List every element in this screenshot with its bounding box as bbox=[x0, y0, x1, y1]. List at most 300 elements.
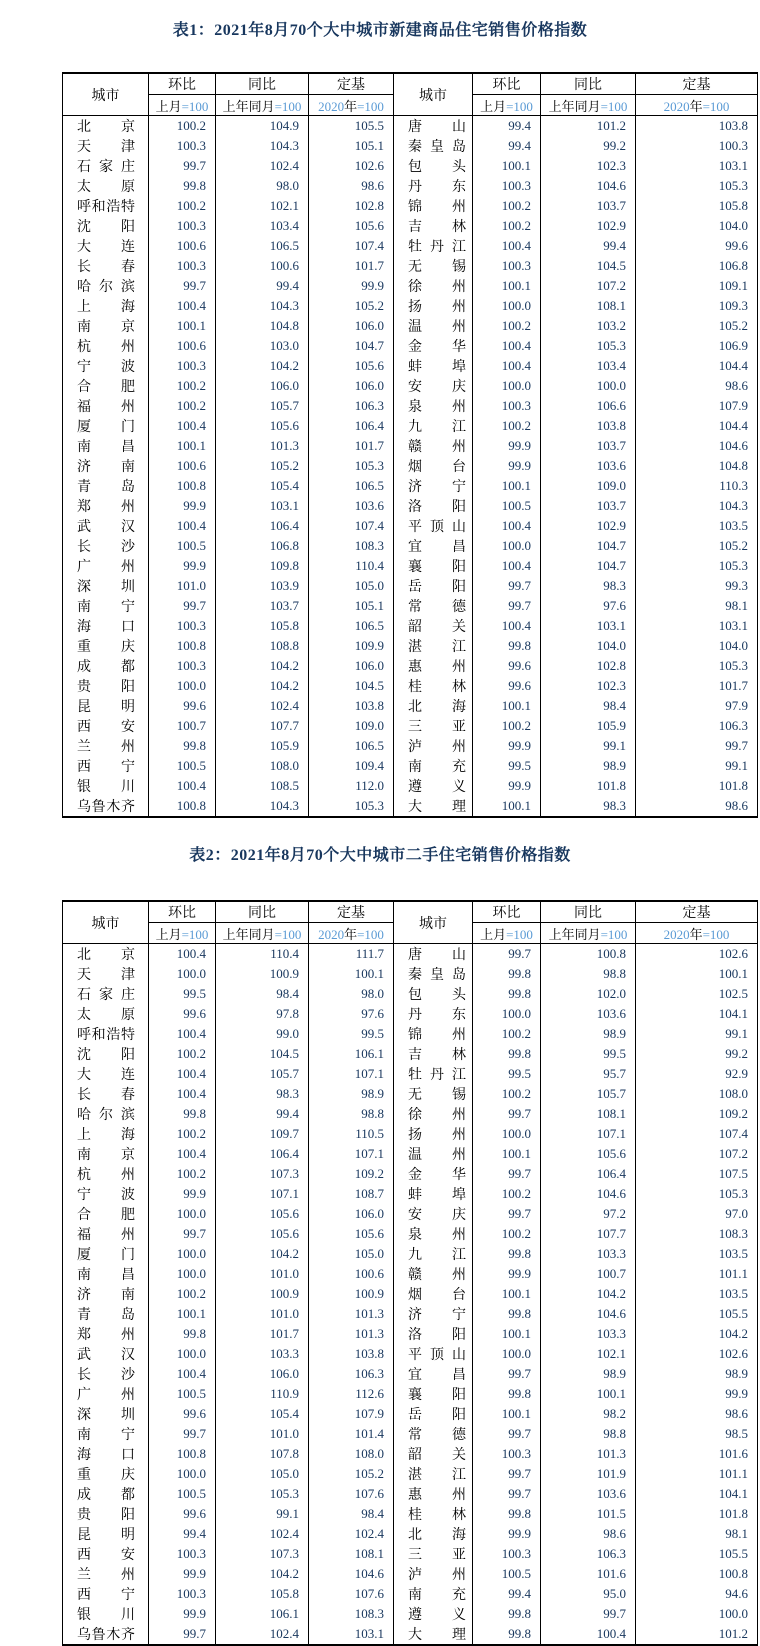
index-value-cell: 100.4 bbox=[149, 1064, 216, 1084]
index-value-cell: 99.0 bbox=[216, 1024, 309, 1044]
table-row bbox=[63, 1624, 758, 1645]
index-value-cell: 99.8 bbox=[473, 1384, 541, 1404]
index-value-cell: 100.1 bbox=[473, 696, 541, 716]
index-value-cell: 99.7 bbox=[473, 1104, 541, 1124]
index-value-cell: 107.1 bbox=[541, 1124, 636, 1144]
index-value-cell: 103.1 bbox=[541, 616, 636, 636]
index-value-cell: 105.2 bbox=[216, 456, 309, 476]
city-cell bbox=[63, 1244, 149, 1264]
index-value-cell: 105.5 bbox=[636, 1304, 758, 1324]
index-value-cell: 99.5 bbox=[541, 1044, 636, 1064]
city-name: 宁波 bbox=[77, 1188, 135, 1203]
city-cell bbox=[63, 1384, 149, 1404]
city-name: 杭州 bbox=[77, 1168, 135, 1183]
index-value-cell: 99.8 bbox=[473, 964, 541, 984]
city-name: 包头 bbox=[408, 988, 466, 1003]
index-value-cell: 99.7 bbox=[636, 736, 758, 756]
index-value-cell: 100.7 bbox=[149, 716, 216, 736]
index-value-cell: 104.2 bbox=[216, 356, 309, 376]
city-name: 青岛 bbox=[77, 480, 135, 495]
index-value-cell: 106.3 bbox=[309, 396, 394, 416]
city-name: 赣州 bbox=[408, 440, 466, 455]
index-value-cell: 104.5 bbox=[216, 1044, 309, 1064]
table-row bbox=[63, 1424, 758, 1444]
city-name: 泸州 bbox=[408, 1568, 466, 1583]
index-value-cell: 99.8 bbox=[473, 1604, 541, 1624]
city-cell bbox=[394, 596, 473, 616]
city-name: 烟台 bbox=[408, 1288, 466, 1303]
index-value-cell: 108.3 bbox=[309, 1604, 394, 1624]
header-base-segment: =100 bbox=[357, 98, 384, 114]
table-row bbox=[63, 496, 758, 516]
index-value-cell: 106.0 bbox=[216, 1364, 309, 1384]
city-name: 温州 bbox=[408, 1148, 466, 1163]
city-name: 太原 bbox=[77, 1008, 135, 1023]
index-value-cell: 104.4 bbox=[636, 356, 758, 376]
index-value-cell: 100.2 bbox=[149, 1124, 216, 1144]
index-value-cell: 103.2 bbox=[541, 316, 636, 336]
table-row bbox=[63, 396, 758, 416]
city-cell bbox=[394, 1424, 473, 1444]
index-value-cell: 106.6 bbox=[541, 396, 636, 416]
city-name: 安庆 bbox=[408, 380, 466, 395]
index-value-cell: 106.3 bbox=[309, 1364, 394, 1384]
yoy-column-header: 同比 bbox=[541, 73, 636, 95]
index-value-cell: 99.8 bbox=[473, 984, 541, 1004]
index-value-cell: 100.3 bbox=[473, 1444, 541, 1464]
index-value-cell: 103.0 bbox=[216, 336, 309, 356]
city-cell bbox=[63, 256, 149, 276]
table-row bbox=[63, 1224, 758, 1244]
index-value-cell: 99.7 bbox=[473, 1164, 541, 1184]
index-value-cell: 101.6 bbox=[541, 1564, 636, 1584]
index-value-cell: 110.4 bbox=[309, 556, 394, 576]
city-name: 九江 bbox=[408, 420, 466, 435]
index-value-cell: 101.7 bbox=[216, 1324, 309, 1344]
city-name: 西宁 bbox=[77, 1588, 135, 1603]
city-cell bbox=[63, 1584, 149, 1604]
fixed-base-subheader bbox=[309, 95, 394, 116]
city-name: 南充 bbox=[408, 760, 466, 775]
city-name: 济宁 bbox=[408, 480, 466, 495]
index-value-cell: 103.1 bbox=[636, 156, 758, 176]
index-value-cell: 103.6 bbox=[541, 1004, 636, 1024]
city-name: 南宁 bbox=[77, 1428, 135, 1443]
city-cell bbox=[63, 1044, 149, 1064]
city-cell bbox=[63, 1104, 149, 1124]
city-name: 三亚 bbox=[408, 1548, 466, 1563]
index-value-cell: 104.2 bbox=[541, 1284, 636, 1304]
index-value-cell: 99.9 bbox=[473, 776, 541, 796]
city-cell bbox=[394, 176, 473, 196]
city-name: 北海 bbox=[408, 700, 466, 715]
index-value-cell: 100.2 bbox=[149, 116, 216, 137]
city-name: 上海 bbox=[77, 300, 135, 315]
index-value-cell: 100.3 bbox=[473, 396, 541, 416]
city-cell bbox=[394, 336, 473, 356]
table-row bbox=[63, 256, 758, 276]
index-value-cell: 100.1 bbox=[309, 964, 394, 984]
index-value-cell: 106.5 bbox=[309, 476, 394, 496]
city-cell bbox=[63, 516, 149, 536]
index-value-cell: 105.6 bbox=[216, 416, 309, 436]
index-value-cell: 107.1 bbox=[216, 1184, 309, 1204]
header-base-segment: 2020 bbox=[318, 98, 345, 114]
index-value-cell: 100.2 bbox=[473, 1224, 541, 1244]
table-row bbox=[63, 1124, 758, 1144]
index-value-cell: 99.6 bbox=[149, 1404, 216, 1424]
index-value-cell: 99.8 bbox=[149, 736, 216, 756]
index-value-cell: 105.1 bbox=[309, 136, 394, 156]
index-value-cell: 97.0 bbox=[636, 1204, 758, 1224]
city-name: 郑州 bbox=[77, 500, 135, 515]
index-value-cell: 102.4 bbox=[216, 1624, 309, 1645]
index-value-cell: 100.0 bbox=[473, 1004, 541, 1024]
table2-header bbox=[63, 901, 758, 944]
city-cell bbox=[394, 656, 473, 676]
index-value-cell: 100.6 bbox=[149, 456, 216, 476]
index-value-cell: 100.7 bbox=[541, 1264, 636, 1284]
city-name: 呼和浩特 bbox=[77, 200, 135, 215]
city-cell bbox=[394, 496, 473, 516]
city-name: 深圳 bbox=[77, 580, 135, 595]
index-value-cell: 99.2 bbox=[541, 136, 636, 156]
index-value-cell: 99.9 bbox=[473, 436, 541, 456]
index-value-cell: 99.6 bbox=[149, 1504, 216, 1524]
index-value-cell: 100.3 bbox=[149, 656, 216, 676]
index-value-cell: 100.0 bbox=[149, 1264, 216, 1284]
index-value-cell: 103.7 bbox=[541, 436, 636, 456]
index-value-cell: 104.4 bbox=[636, 416, 758, 436]
city-name: 牡丹江 bbox=[408, 1068, 466, 1083]
header-base-segment: =100 bbox=[506, 926, 533, 942]
city-cell bbox=[394, 796, 473, 817]
index-value-cell: 100.4 bbox=[473, 336, 541, 356]
index-value-cell: 99.4 bbox=[473, 136, 541, 156]
city-name: 昆明 bbox=[77, 700, 135, 715]
index-value-cell: 106.4 bbox=[216, 516, 309, 536]
index-value-cell: 97.6 bbox=[541, 596, 636, 616]
index-value-cell: 109.7 bbox=[216, 1124, 309, 1144]
index-value-cell: 106.1 bbox=[216, 1604, 309, 1624]
index-value-cell: 104.9 bbox=[216, 116, 309, 137]
index-value-cell: 101.3 bbox=[309, 1304, 394, 1324]
index-value-cell: 97.6 bbox=[309, 1004, 394, 1024]
city-name: 海口 bbox=[77, 620, 135, 635]
index-value-cell: 100.4 bbox=[473, 616, 541, 636]
index-value-cell: 99.8 bbox=[149, 176, 216, 196]
index-value-cell: 105.3 bbox=[541, 336, 636, 356]
city-cell bbox=[394, 236, 473, 256]
table-row bbox=[63, 316, 758, 336]
index-value-cell: 111.7 bbox=[309, 944, 394, 965]
city-cell bbox=[394, 1204, 473, 1224]
table-row bbox=[63, 1084, 758, 1104]
index-value-cell: 99.1 bbox=[636, 756, 758, 776]
index-value-cell: 105.6 bbox=[309, 1224, 394, 1244]
index-value-cell: 98.9 bbox=[309, 1084, 394, 1104]
index-value-cell: 108.7 bbox=[309, 1184, 394, 1204]
index-value-cell: 99.7 bbox=[149, 1424, 216, 1444]
city-name: 洛阳 bbox=[408, 500, 466, 515]
index-value-cell: 98.4 bbox=[216, 984, 309, 1004]
index-value-cell: 106.8 bbox=[216, 536, 309, 556]
index-value-cell: 105.6 bbox=[309, 356, 394, 376]
index-value-cell: 100.2 bbox=[473, 416, 541, 436]
city-cell bbox=[394, 1484, 473, 1504]
header-base-segment: 上年同月 bbox=[548, 926, 601, 942]
index-value-cell: 100.2 bbox=[149, 1164, 216, 1184]
index-value-cell: 99.5 bbox=[309, 1024, 394, 1044]
index-value-cell: 110.5 bbox=[309, 1124, 394, 1144]
index-value-cell: 100.1 bbox=[149, 316, 216, 336]
index-value-cell: 99.8 bbox=[473, 1304, 541, 1324]
city-name: 乌鲁木齐 bbox=[77, 1628, 135, 1643]
city-cell bbox=[394, 256, 473, 276]
city-cell bbox=[63, 156, 149, 176]
city-cell bbox=[394, 1584, 473, 1604]
index-value-cell: 99.3 bbox=[636, 576, 758, 596]
index-value-cell: 100.1 bbox=[636, 964, 758, 984]
index-value-cell: 107.2 bbox=[636, 1144, 758, 1164]
header-base-segment: 2020 bbox=[663, 98, 690, 114]
city-cell bbox=[63, 1224, 149, 1244]
city-name: 岳阳 bbox=[408, 1408, 466, 1423]
index-value-cell: 98.1 bbox=[636, 596, 758, 616]
city-name: 宜昌 bbox=[408, 540, 466, 555]
index-value-cell: 99.6 bbox=[149, 696, 216, 716]
index-value-cell: 99.8 bbox=[149, 1104, 216, 1124]
table-row bbox=[63, 1464, 758, 1484]
city-cell bbox=[394, 276, 473, 296]
index-value-cell: 100.8 bbox=[149, 796, 216, 817]
city-name: 石家庄 bbox=[77, 988, 135, 1003]
index-value-cell: 99.6 bbox=[149, 1004, 216, 1024]
mom-column-header: 环比 bbox=[149, 901, 216, 923]
table-row bbox=[63, 636, 758, 656]
table-row bbox=[63, 1284, 758, 1304]
index-value-cell: 100.3 bbox=[636, 136, 758, 156]
index-value-cell: 102.8 bbox=[309, 196, 394, 216]
city-name: 泉州 bbox=[408, 1228, 466, 1243]
index-value-cell: 98.0 bbox=[216, 176, 309, 196]
city-cell bbox=[394, 376, 473, 396]
header-base-segment: =100 bbox=[506, 98, 533, 114]
index-value-cell: 109.0 bbox=[541, 476, 636, 496]
index-value-cell: 104.6 bbox=[636, 436, 758, 456]
index-value-cell: 106.4 bbox=[309, 416, 394, 436]
index-value-cell: 109.9 bbox=[309, 636, 394, 656]
index-value-cell: 109.2 bbox=[309, 1164, 394, 1184]
index-value-cell: 98.9 bbox=[541, 1364, 636, 1384]
index-value-cell: 107.7 bbox=[216, 716, 309, 736]
city-cell bbox=[394, 944, 473, 965]
index-value-cell: 100.9 bbox=[309, 1284, 394, 1304]
index-value-cell: 105.3 bbox=[636, 656, 758, 676]
index-value-cell: 101.2 bbox=[541, 116, 636, 137]
index-value-cell: 98.3 bbox=[541, 796, 636, 817]
table-row bbox=[63, 1604, 758, 1624]
city-cell bbox=[394, 396, 473, 416]
index-value-cell: 100.4 bbox=[473, 356, 541, 376]
index-value-cell: 97.9 bbox=[636, 696, 758, 716]
index-value-cell: 104.3 bbox=[216, 796, 309, 817]
city-name: 吉林 bbox=[408, 220, 466, 235]
city-name: 西安 bbox=[77, 720, 135, 735]
city-name: 兰州 bbox=[77, 1568, 135, 1583]
index-value-cell: 99.2 bbox=[636, 1044, 758, 1064]
index-value-cell: 100.1 bbox=[473, 1284, 541, 1304]
table-row bbox=[63, 1304, 758, 1324]
index-value-cell: 104.6 bbox=[541, 1304, 636, 1324]
index-value-cell: 105.6 bbox=[216, 1224, 309, 1244]
index-value-cell: 100.3 bbox=[149, 216, 216, 236]
city-cell bbox=[63, 1164, 149, 1184]
city-name: 惠州 bbox=[408, 660, 466, 675]
city-cell bbox=[394, 1284, 473, 1304]
city-name: 平顶山 bbox=[408, 520, 466, 535]
index-value-cell: 98.0 bbox=[309, 984, 394, 1004]
city-cell bbox=[63, 1264, 149, 1284]
index-value-cell: 107.4 bbox=[636, 1124, 758, 1144]
city-cell bbox=[394, 316, 473, 336]
city-name: 平顶山 bbox=[408, 1348, 466, 1363]
fixed-base-column-header: 定基 bbox=[309, 73, 394, 95]
city-name: 常德 bbox=[408, 600, 466, 615]
city-cell bbox=[394, 536, 473, 556]
city-cell bbox=[394, 1524, 473, 1544]
index-value-cell: 100.3 bbox=[149, 136, 216, 156]
index-value-cell: 101.8 bbox=[636, 776, 758, 796]
index-value-cell: 106.4 bbox=[216, 1144, 309, 1164]
city-cell bbox=[394, 1244, 473, 1264]
index-value-cell: 103.6 bbox=[541, 1484, 636, 1504]
index-value-cell: 105.1 bbox=[309, 596, 394, 616]
city-name: 贵阳 bbox=[77, 680, 135, 695]
city-cell bbox=[394, 1304, 473, 1324]
index-value-cell: 99.4 bbox=[216, 276, 309, 296]
index-value-cell: 99.7 bbox=[473, 944, 541, 965]
index-value-cell: 103.1 bbox=[216, 496, 309, 516]
table-row bbox=[63, 356, 758, 376]
city-name: 赣州 bbox=[408, 1268, 466, 1283]
index-value-cell: 109.2 bbox=[636, 1104, 758, 1124]
city-name: 蚌埠 bbox=[408, 1188, 466, 1203]
table-row bbox=[63, 336, 758, 356]
city-name: 郑州 bbox=[77, 1328, 135, 1343]
header-base-segment: =100 bbox=[702, 926, 730, 942]
index-value-cell: 99.4 bbox=[473, 116, 541, 137]
index-value-cell: 108.1 bbox=[541, 296, 636, 316]
index-value-cell: 100.5 bbox=[149, 1484, 216, 1504]
city-name: 天津 bbox=[77, 140, 135, 155]
index-value-cell: 108.0 bbox=[636, 1084, 758, 1104]
index-value-cell: 105.0 bbox=[216, 1464, 309, 1484]
table1-new-home-price-index bbox=[62, 72, 758, 818]
index-value-cell: 105.2 bbox=[636, 316, 758, 336]
city-cell bbox=[394, 156, 473, 176]
city-cell bbox=[394, 1004, 473, 1024]
index-value-cell: 100.0 bbox=[473, 376, 541, 396]
index-value-cell: 102.6 bbox=[636, 944, 758, 965]
city-name: 大连 bbox=[77, 240, 135, 255]
city-name: 长沙 bbox=[77, 1368, 135, 1383]
city-name: 厦门 bbox=[77, 420, 135, 435]
index-value-cell: 105.8 bbox=[216, 616, 309, 636]
index-value-cell: 105.5 bbox=[636, 1544, 758, 1564]
index-value-cell: 104.1 bbox=[636, 1004, 758, 1024]
city-cell bbox=[63, 1084, 149, 1104]
index-value-cell: 100.0 bbox=[541, 376, 636, 396]
index-value-cell: 99.6 bbox=[473, 676, 541, 696]
table-row bbox=[63, 776, 758, 796]
table-row bbox=[63, 1544, 758, 1564]
index-value-cell: 99.8 bbox=[473, 1244, 541, 1264]
city-cell bbox=[63, 1364, 149, 1384]
index-value-cell: 107.1 bbox=[309, 1144, 394, 1164]
index-value-cell: 99.8 bbox=[473, 1504, 541, 1524]
city-cell bbox=[63, 1324, 149, 1344]
index-value-cell: 100.0 bbox=[149, 1244, 216, 1264]
index-value-cell: 100.0 bbox=[636, 1604, 758, 1624]
table-row bbox=[63, 1184, 758, 1204]
city-cell bbox=[63, 1184, 149, 1204]
table-row bbox=[63, 296, 758, 316]
index-value-cell: 102.9 bbox=[541, 516, 636, 536]
table2-title: 表2：2021年8月70个大中城市二手住宅销售价格指数 bbox=[189, 847, 571, 864]
index-value-cell: 107.9 bbox=[309, 1404, 394, 1424]
index-value-cell: 100.2 bbox=[473, 196, 541, 216]
fixed-base-subheader bbox=[636, 95, 758, 116]
index-value-cell: 100.2 bbox=[473, 1024, 541, 1044]
index-value-cell: 104.6 bbox=[541, 1184, 636, 1204]
index-value-cell: 104.7 bbox=[541, 556, 636, 576]
city-name: 济南 bbox=[77, 460, 135, 475]
index-value-cell: 99.6 bbox=[473, 656, 541, 676]
table-row bbox=[63, 456, 758, 476]
city-cell bbox=[63, 1204, 149, 1224]
index-value-cell: 99.8 bbox=[473, 636, 541, 656]
header-base-segment: 上月 bbox=[480, 98, 507, 114]
yoy-base-subheader bbox=[216, 95, 309, 116]
index-value-cell: 97.2 bbox=[541, 1204, 636, 1224]
table-row bbox=[63, 1064, 758, 1084]
index-value-cell: 92.9 bbox=[636, 1064, 758, 1084]
city-cell bbox=[63, 1444, 149, 1464]
city-name: 丹东 bbox=[408, 180, 466, 195]
city-cell bbox=[394, 1144, 473, 1164]
index-value-cell: 105.3 bbox=[636, 1184, 758, 1204]
index-value-cell: 100.0 bbox=[473, 1124, 541, 1144]
city-cell bbox=[63, 716, 149, 736]
city-name: 济宁 bbox=[408, 1308, 466, 1323]
city-name: 重庆 bbox=[77, 1468, 135, 1483]
index-value-cell: 110.3 bbox=[636, 476, 758, 496]
index-value-cell: 100.4 bbox=[149, 1144, 216, 1164]
index-value-cell: 105.2 bbox=[636, 536, 758, 556]
index-value-cell: 105.3 bbox=[636, 176, 758, 196]
index-value-cell: 98.8 bbox=[541, 964, 636, 984]
table-row bbox=[63, 1484, 758, 1504]
city-name: 西安 bbox=[77, 1548, 135, 1563]
table1-title: 表1：2021年8月70个大中城市新建商品住宅销售价格指数 bbox=[172, 22, 588, 39]
table-row bbox=[63, 1004, 758, 1024]
index-value-cell: 108.3 bbox=[636, 1224, 758, 1244]
city-name: 惠州 bbox=[408, 1488, 466, 1503]
city-cell bbox=[63, 1404, 149, 1424]
yoy-column-header: 同比 bbox=[216, 901, 309, 923]
index-value-cell: 100.4 bbox=[149, 516, 216, 536]
